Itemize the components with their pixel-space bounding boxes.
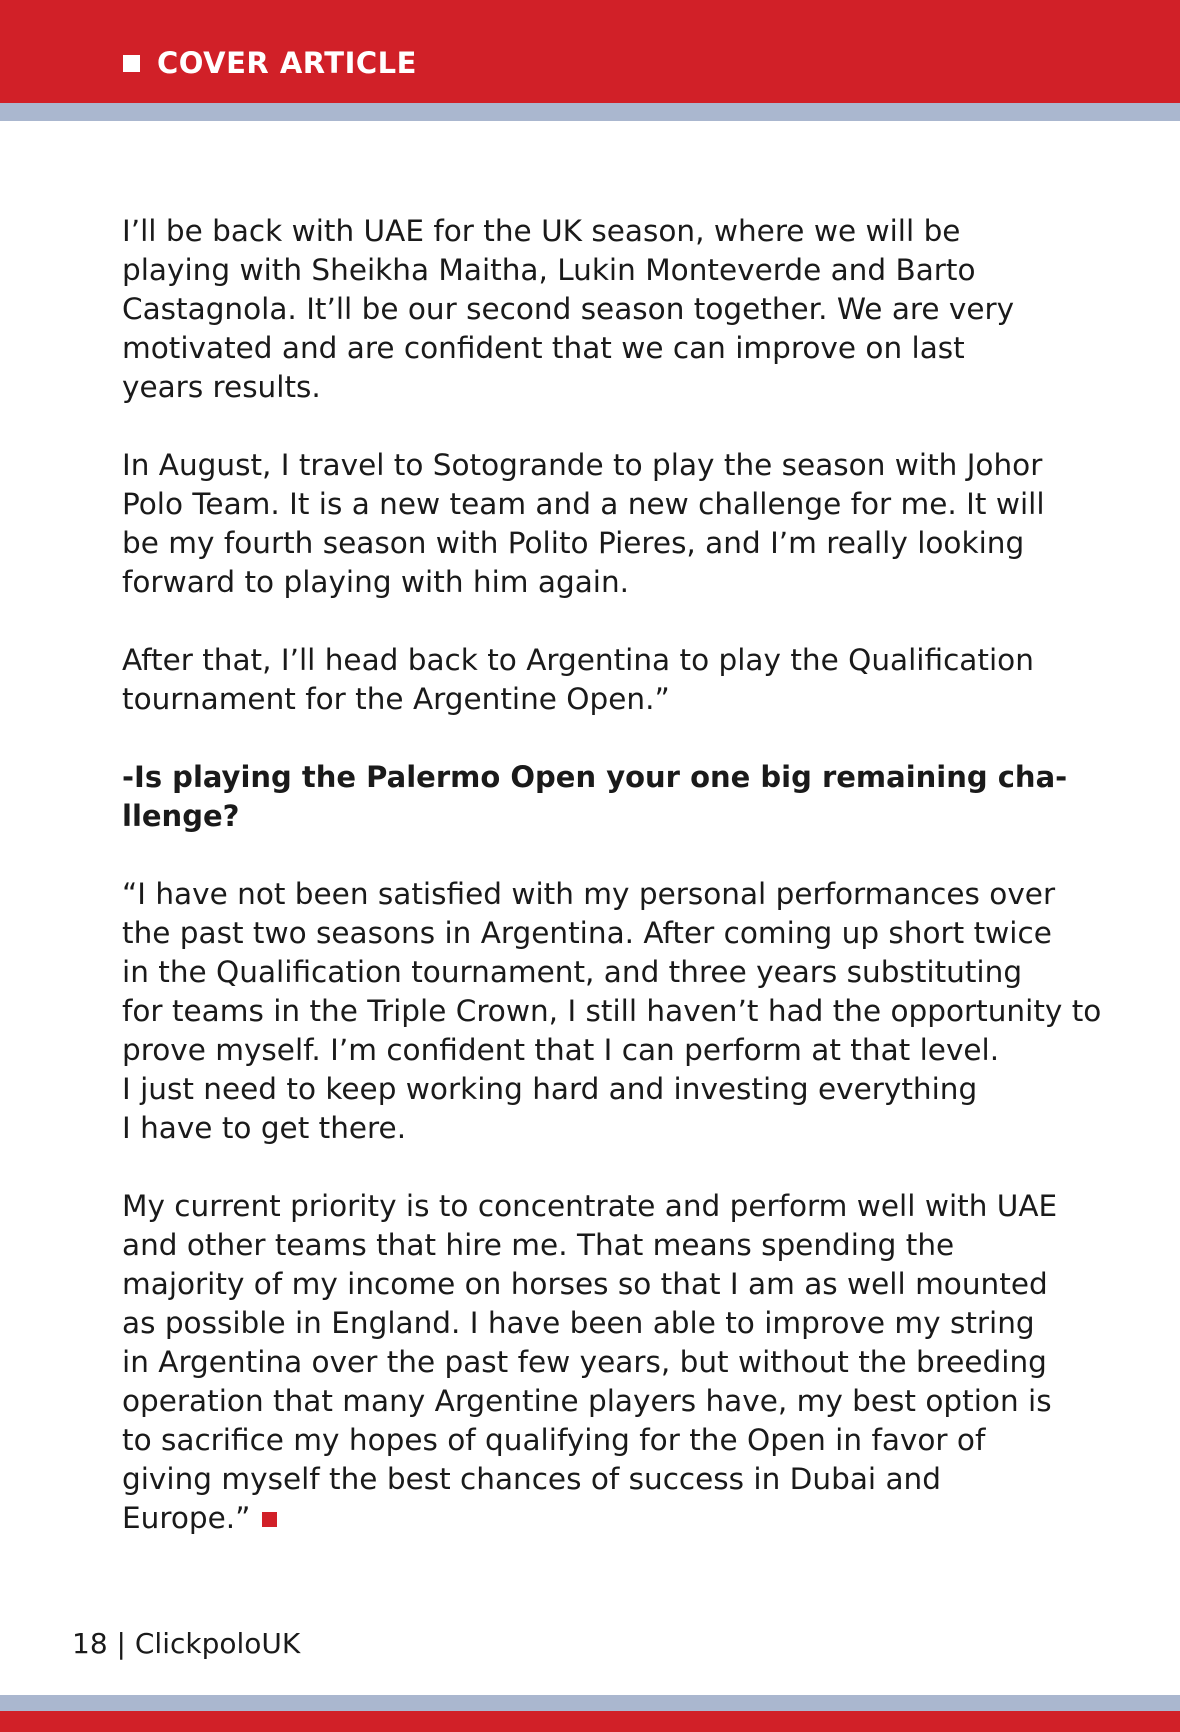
header-bar xyxy=(0,0,1180,103)
paragraph-sotogrande: In August, I travel to Sotogrande to play the season with Johor Polo Team. It is a new team and a new challenge for me. It will be my fourth season with Polito Pieres, and I’m really looking forward to playing with him again. xyxy=(122,448,1045,599)
section-label-text: COVER ARTICLE xyxy=(157,46,417,80)
header-stripe xyxy=(0,103,1180,121)
interview-question: -Is playing the Palermo Open your one big remaining cha- llenge? xyxy=(122,760,1068,833)
square-bullet-icon xyxy=(123,55,140,72)
paragraph-priority-text: My current priority is to concentrate and perform well with UAE and other teams that hire me. That means spending the majority of my income on horses so that I am as well mounted as possible in England. I have been able to improve my string in Argentina over the past few years, but without the breeding operation that many Argentine players have, my best option is to sacrifice my hopes of qualifying for the Open in favor of giving myself the best chances of success in Dubai and Europe.” xyxy=(122,1189,1058,1535)
paragraph-priority xyxy=(122,1187,1102,1538)
footer-stripe xyxy=(0,1695,1180,1711)
paragraph-performances: “I have not been satisfied with my personal performances over the past two seasons in Argentina. After coming up short twice in the Qualification tournament, and three years substituting for teams in the Triple Crown, I still haven’t had the opportunity to prove myself. I’m confident that I can perform at that level. I just need to keep working hard and investing everything I have to get there. xyxy=(122,877,1102,1145)
section-label xyxy=(123,46,417,80)
footer-bar xyxy=(0,1711,1180,1732)
article-body xyxy=(122,212,1102,1577)
page-footer: 18 | ClickpoloUK xyxy=(72,1627,301,1660)
paragraph-uae-season: I’ll be back with UAE for the UK season, where we will be playing with Sheikha Maitha, Lukin Monteverde and Barto Castagnola. It’ll be our second season together. We are very motivated and are confident that we can improve on last years results. xyxy=(122,214,1015,404)
paragraph-argentina-qualification: After that, I’ll head back to Argentina to play the Qualification tournament for the Argentine Open.” xyxy=(122,643,1034,716)
end-of-article-icon xyxy=(262,1512,277,1527)
